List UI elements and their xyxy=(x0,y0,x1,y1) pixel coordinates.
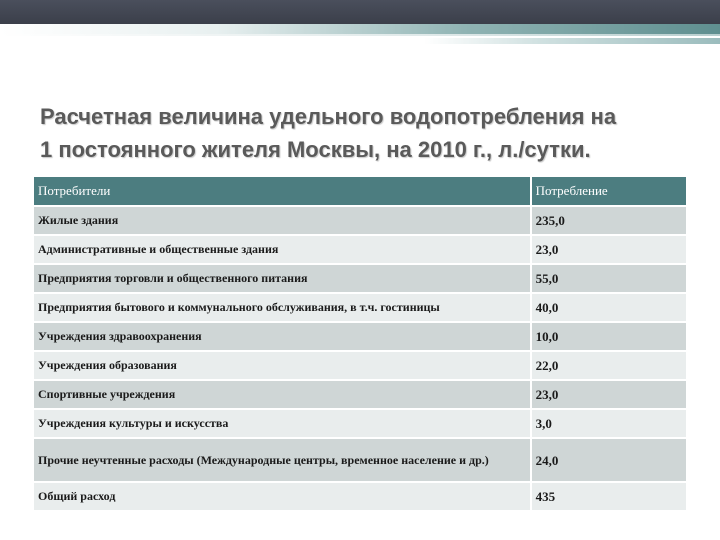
table-row xyxy=(34,235,686,264)
column-header-consumers: Потребители xyxy=(34,177,531,206)
table-row xyxy=(34,322,686,351)
row-consumption-value: 435 xyxy=(531,482,686,511)
table-row xyxy=(34,264,686,293)
row-consumption-value: 40,0 xyxy=(531,293,686,322)
top-decor-band xyxy=(0,0,720,24)
row-consumption-value: 23,0 xyxy=(531,380,686,409)
table-header-row xyxy=(34,177,686,206)
row-consumer-name: Учреждения культуры и искусства xyxy=(34,409,531,438)
row-consumer-name: Спортивные учреждения xyxy=(34,380,531,409)
row-consumption-value: 3,0 xyxy=(531,409,686,438)
row-consumer-name: Прочие неучтенные расходы (Международные центры, временное население и др.) xyxy=(34,438,531,482)
top-accent-stripe xyxy=(0,24,720,34)
row-consumption-value: 10,0 xyxy=(531,322,686,351)
row-consumption-value: 55,0 xyxy=(531,264,686,293)
table-row xyxy=(34,206,686,235)
slide-title-line-2: 1 постоянного жителя Москвы, на 2010 г., л./сутки. xyxy=(40,137,591,162)
top-accent-thin-line xyxy=(0,34,720,36)
top-accent-short-stripe xyxy=(424,38,720,44)
row-consumer-name: Общий расход xyxy=(34,482,531,511)
row-consumption-value: 22,0 xyxy=(531,351,686,380)
row-consumption-value: 24,0 xyxy=(531,438,686,482)
table-row xyxy=(34,351,686,380)
row-consumer-name: Предприятия бытового и коммунального обслуживания, в т.ч. гостиницы xyxy=(34,293,531,322)
column-header-consumption: Потребление xyxy=(531,177,686,206)
row-consumer-name: Учреждения образования xyxy=(34,351,531,380)
slide-title xyxy=(40,100,690,166)
row-consumer-name: Предприятия торговли и общественного питания xyxy=(34,264,531,293)
row-consumption-value: 235,0 xyxy=(531,206,686,235)
table-row xyxy=(34,380,686,409)
table-row xyxy=(34,438,686,482)
row-consumption-value: 23,0 xyxy=(531,235,686,264)
consumption-table xyxy=(34,177,686,512)
slide-title-line-1: Расчетная величина удельного водопотребления на xyxy=(40,104,617,129)
row-consumer-name: Учреждения здравоохранения xyxy=(34,322,531,351)
table-row-total xyxy=(34,482,686,511)
table-row xyxy=(34,409,686,438)
row-consumer-name: Жилые здания xyxy=(34,206,531,235)
row-consumer-name: Административные и общественные здания xyxy=(34,235,531,264)
table-row xyxy=(34,293,686,322)
